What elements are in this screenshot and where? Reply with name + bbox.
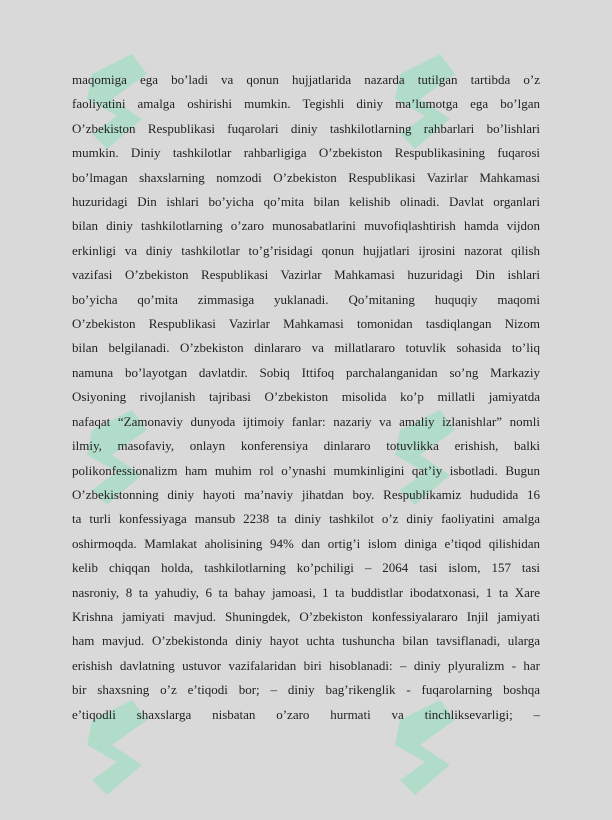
text-line: huzuridagi Din ishlari bo’yicha qo’mita bilan kelishib olinadi. Davlat organlari xyxy=(72,194,540,210)
text-line: erishish davlatning ustuvor vazifalaridan biri hisoblanadi: – diniy plyuralizm - har xyxy=(72,657,540,673)
text-line: oshirmoqda. Mamlakat aholisining 94% dan ortig’i islom diniga e’tiqod qilishidan xyxy=(72,535,540,551)
text-line: nafaqat “Zamonaviy dunyoda ijtimoiy fanlar: nazariy va amaliy izlanishlar” nomli xyxy=(72,413,540,429)
text-line: ilmiy, masofaviy, onlayn konferensiya dinlararo totuvlikka erishish, balki xyxy=(72,438,540,454)
text-line: maqomiga ega bo’ladi va qonun hujjatlarida nazarda tutilgan tartibda o’z xyxy=(72,72,540,87)
text-line: bilan diniy tashkilotlarning o’zaro munosabatlarini muvofiqlashtirish hamda vijdon xyxy=(72,218,540,234)
body-text xyxy=(72,68,540,727)
text-line: O’zbekiston Respublikasi Vazirlar Mahkamasi tomonidan tasdiqlangan Nizom xyxy=(72,316,540,332)
text-line: nasroniy, 8 ta yahudiy, 6 ta bahay jamoasi, 1 ta buddistlar ibodatxonasi, 1 ta Xare xyxy=(72,584,540,600)
text-line: bir shaxsning o’z e’tiqodi bor; – diniy bag’rikenglik - fuqarolarning boshqa xyxy=(72,682,540,698)
text-line: mumkin. Diniy tashkilotlar rahbarligiga O’zbekiston Respublikasining fuqarosi xyxy=(72,145,540,161)
text-line: ham mavjud. O’zbekistonda diniy hayot uchta tushuncha bilan tavsiflanadi, ularga xyxy=(72,633,540,649)
text-line: faoliyatini amalga oshirishi mumkin. Tegishli diniy ma’lumotga ega bo’lgan xyxy=(72,96,540,112)
text-line: polikonfessionalizm ham muhim rol o’ynashi mumkinligini qat’iy isbotladi. Bugun xyxy=(72,462,540,478)
text-line: erkinligi va diniy tashkilotlar to’g’risidagi qonun hujjatlari ijrosini nazorat qilish xyxy=(72,242,540,258)
text-line: ta turli konfessiyaga mansub 2238 ta diniy tashkilot o’z diniy faoliyatini amalga xyxy=(72,511,540,527)
text-line: bo’yicha qo’mita zimmasiga yuklanadi. Qo’mitaning huquqiy maqomi xyxy=(72,291,540,307)
text-line: O’zbekistonning diniy hayoti ma’naviy jihatdan boy. Respublikamiz hududida 16 xyxy=(72,486,540,502)
text-line: Krishna jamiyati mavjud. Shuningdek, O’zbekiston konfessiyalararo Injil jamiyati xyxy=(72,608,540,624)
text-line: O’zbekiston Respublikasi fuqarolari diniy tashkilotlarning rahbarlari bo’lishlari xyxy=(72,120,540,136)
text-line: kelib chiqqan holda, tashkilotlarning ko’pchiligi – 2064 tasi islom, 157 tasi xyxy=(72,560,540,576)
text-line: namuna bo’layotgan davlatdir. Sobiq Ittifoq parchalanganidan so’ng Markaziy xyxy=(72,364,540,380)
text-line: Osiyoning rivojlanish tajribasi O’zbekiston misolida ko’p millatli jamiyatda xyxy=(72,389,540,405)
text-line: bilan belgilanadi. O’zbekiston dinlararo va millatlararo totuvlik sohasida to’liq xyxy=(72,340,540,356)
text-line: vazifasi O’zbekiston Respublikasi Vazirlar Mahkamasi huzuridagi Din ishlari xyxy=(72,267,540,283)
text-line: e’tiqodli shaxslarga nisbatan o’zaro hurmati va tinchliksevarligi; – xyxy=(72,706,540,722)
text-line: bo’lmagan shaxslarning nomzodi O’zbekiston Respublikasi Vazirlar Mahkamasi xyxy=(72,169,540,185)
